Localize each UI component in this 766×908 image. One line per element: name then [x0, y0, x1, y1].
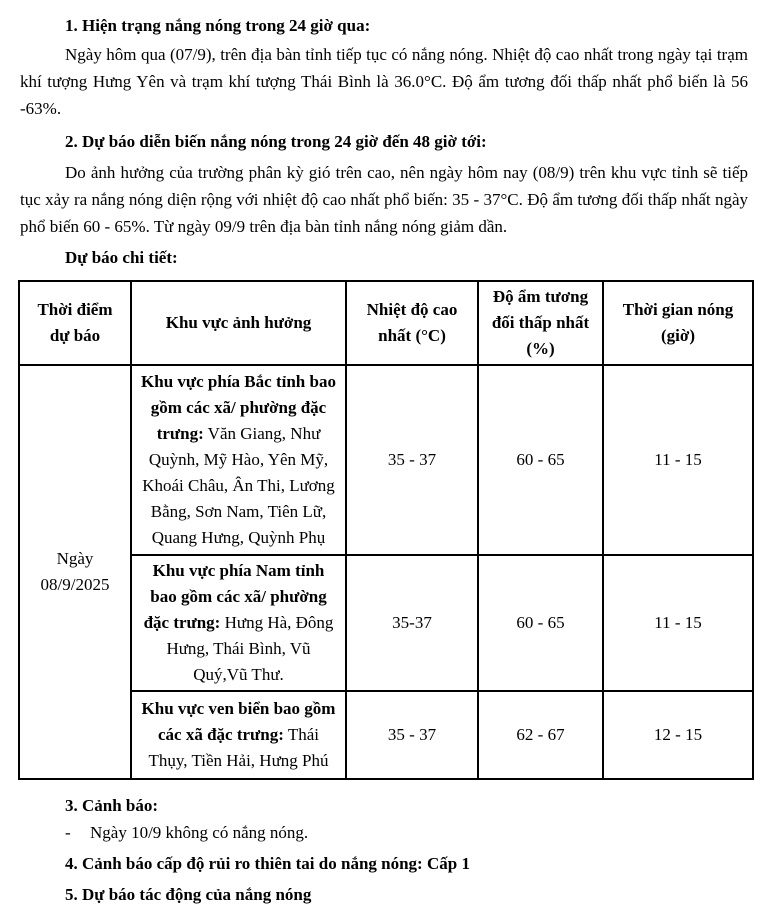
section4-heading: 4. Cảnh báo cấp độ rủi ro thiên tai do nắng nóng: Cấp 1 [65, 854, 470, 873]
area-cell-south [131, 555, 346, 691]
section2-paragraph: Do ảnh hưởng của trường phân kỳ gió trên cao, nên ngày hôm nay (08/9) trên khu vực tỉnh sẽ tiếp tục xảy ra nắng nóng diện rộng với nhiệt độ cao nhất phổ biến: 35 - 37°C. Độ ẩm tương đối thấp nhất ngày phổ biến 60 - 65%. Từ ngày 09/9 trên địa bàn tỉnh nắng nóng giảm dần. [20, 163, 748, 236]
section2-heading: 2. Dự báo diễn biến nắng nóng trong 24 giờ đến 48 giờ tới: [65, 132, 487, 151]
header-affected-area: Khu vực ảnh hưởng [131, 281, 346, 365]
humidity-cell: 60 - 65 [478, 365, 603, 555]
area-communes: Thái Thụy, Tiền Hải, Hưng Phú [148, 725, 329, 770]
header-max-temperature: Nhiệt độ cao nhất (°C) [346, 281, 478, 365]
temp-cell: 35 - 37 [346, 691, 478, 779]
area-cell-coast [131, 691, 346, 779]
header-hot-hours: Thời gian nóng (giờ) [603, 281, 753, 365]
area-label-bold: Khu vực phía Bắc tỉnh bao gồm các xã/ phường đặc trưng: [141, 372, 336, 443]
section5-heading: 5. Dự báo tác động của nắng nóng [65, 885, 312, 904]
area-cell-north [131, 365, 346, 555]
humidity-cell: 60 - 65 [478, 555, 603, 691]
header-forecast-time: Thời điểm dự báo [19, 281, 131, 365]
header-min-humidity: Độ ẩm tương đối thấp nhất (%) [478, 281, 603, 365]
hours-cell: 11 - 15 [603, 555, 753, 691]
section3-item-text: Ngày 10/9 không có nắng nóng. [90, 823, 309, 842]
forecast-date-cell: Ngày 08/9/2025 [19, 365, 131, 779]
table-row [19, 365, 753, 555]
forecast-table [18, 280, 754, 780]
dash-bullet: - [65, 823, 71, 842]
humidity-cell: 62 - 67 [478, 691, 603, 779]
hours-cell: 11 - 15 [603, 365, 753, 555]
table-header-row [19, 281, 753, 365]
area-communes: Hưng Hà, Đông Hưng, Thái Bình, Vũ Quý,Vũ Thư. [166, 613, 334, 684]
section1-paragraph: Ngày hôm qua (07/9), trên địa bàn tỉnh tiếp tục có nắng nóng. Nhiệt độ cao nhất trong ngày tại trạm khí tượng Hưng Yên và trạm khí tượng Thái Bình là 36.0°C. Độ ẩm tương đối thấp nhất phổ biến là 56 -63%. [20, 45, 748, 118]
hours-cell: 12 - 15 [603, 691, 753, 779]
area-communes: Văn Giang, Như Quỳnh, Mỹ Hào, Yên Mỹ, Khoái Châu, Ân Thi, Lương Bằng, Sơn Nam, Tiên Lữ, Quang Hưng, Quỳnh Phụ [142, 424, 335, 547]
area-label-bold: Khu vực ven biển bao gồm các xã đặc trưng: [141, 699, 336, 744]
detail-forecast-heading: Dự báo chi tiết: [65, 248, 178, 267]
temp-cell: 35 - 37 [346, 365, 478, 555]
section3-list-item [20, 819, 748, 846]
section3-heading: 3. Cảnh báo: [65, 796, 159, 815]
temp-cell: 35-37 [346, 555, 478, 691]
area-label-bold: Khu vực phía Nam tỉnh bao gồm các xã/ phường đặc trưng: [143, 561, 327, 632]
section1-heading: 1. Hiện trạng nắng nóng trong 24 giờ qua: [65, 16, 371, 35]
